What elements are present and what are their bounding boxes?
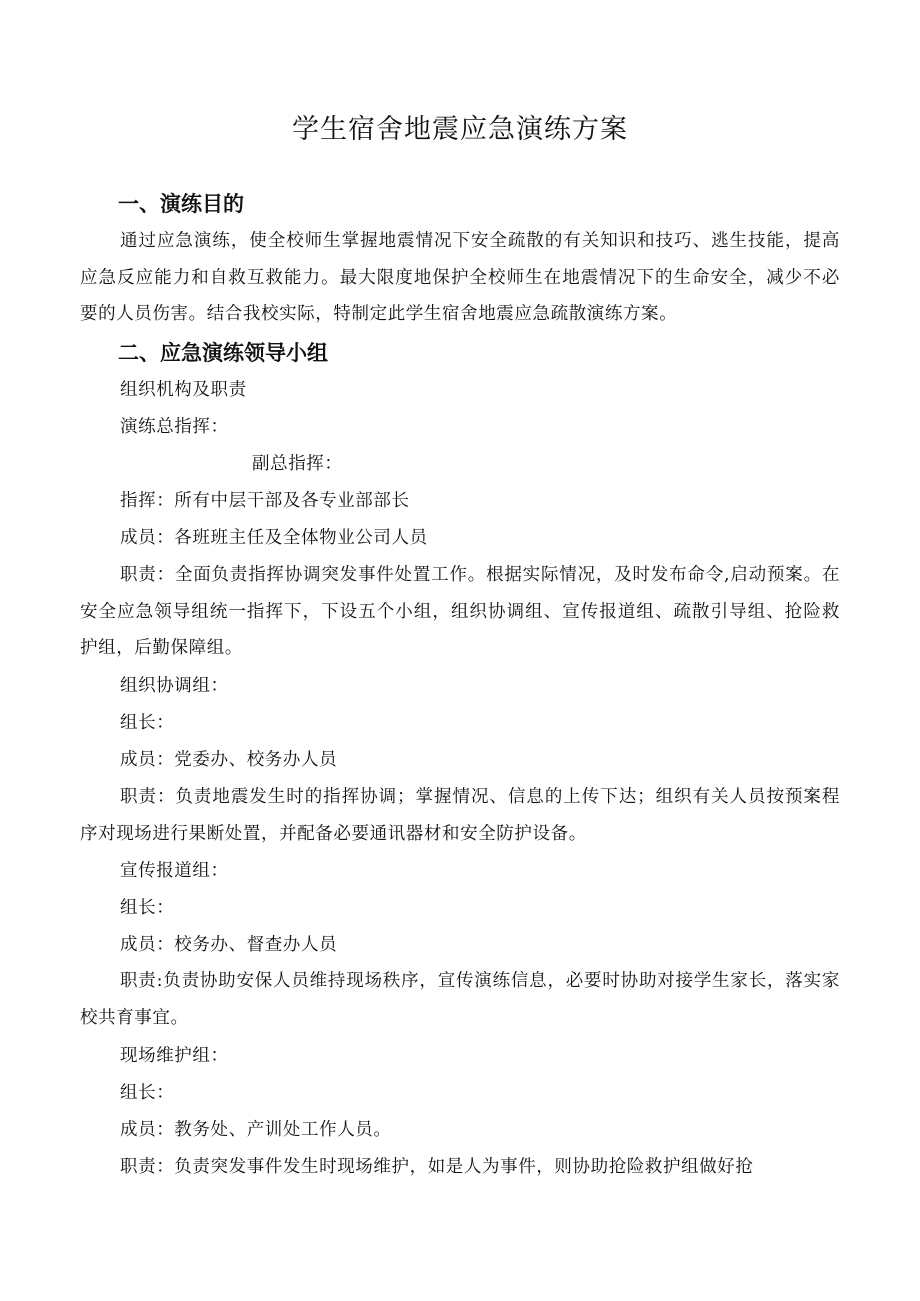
org-structure-label: 组织机构及职责 — [120, 380, 247, 400]
chief-commander-line: 演练总指挥： — [120, 417, 229, 437]
coord-group-members: 成员：党委办、校务办人员 — [120, 750, 338, 770]
commander-line: 指挥：所有中层干部及各专业部部长 — [120, 491, 410, 511]
deputy-commander-line: 副总指挥： — [252, 454, 343, 474]
publicity-group-leader: 组长： — [120, 898, 175, 918]
site-group-name: 现场维护组： — [120, 1046, 229, 1066]
section-1-heading: 一、演练目的 — [118, 192, 244, 216]
coord-group-name: 组织协调组： — [120, 676, 229, 696]
site-group-members: 成员：教务处、产训处工作人员。 — [120, 1120, 392, 1140]
site-group-duty: 职责：负责突发事件发生时现场维护，如是人为事件，则协助抢险救护组做好抢 — [120, 1157, 754, 1177]
publicity-group-duty: 职责:负责协助安保人员维持现场秩序，宣传演练信息，必要时协助对接学生家长，落实家校共育事宜。 — [80, 971, 840, 1028]
coord-group-leader: 组长： — [120, 713, 175, 733]
publicity-group-members: 成员：校务办、督查办人员 — [120, 935, 338, 955]
document-title: 学生宿舍地震应急演练方案 — [292, 114, 628, 145]
leadership-duty-paragraph: 职责：全面负责指挥协调突发事件处置工作。根据实际情况，及时发布命令,启动预案。在安全应急领导组统一指挥下，下设五个小组，组织协调组、宣传报道组、疏散引导组、抢险救护组，后勤保障组。 — [80, 565, 840, 658]
section-2-heading: 二、应急演练领导小组 — [118, 341, 328, 365]
publicity-group-name: 宣传报道组： — [120, 861, 229, 881]
coord-group-duty: 职责：负责地震发生时的指挥协调；掌握情况、信息的上传下达；组织有关人员按预案程序对现场进行果断处置，并配备必要通讯器材和安全防护设备。 — [80, 787, 840, 844]
members-line: 成员：各班班主任及全体物业公司人员 — [120, 528, 428, 548]
section-1-paragraph: 通过应急演练，使全校师生掌握地震情况下安全疏散的有关知识和技巧、逃生技能，提高应急反应能力和自救互救能力。最大限度地保护全校师生在地震情况下的生命安全，减少不必要的人员伤害。结合我校实际，特制定此学生宿舍地震应急疏散演练方案。 — [80, 231, 840, 324]
site-group-leader: 组长： — [120, 1083, 175, 1103]
